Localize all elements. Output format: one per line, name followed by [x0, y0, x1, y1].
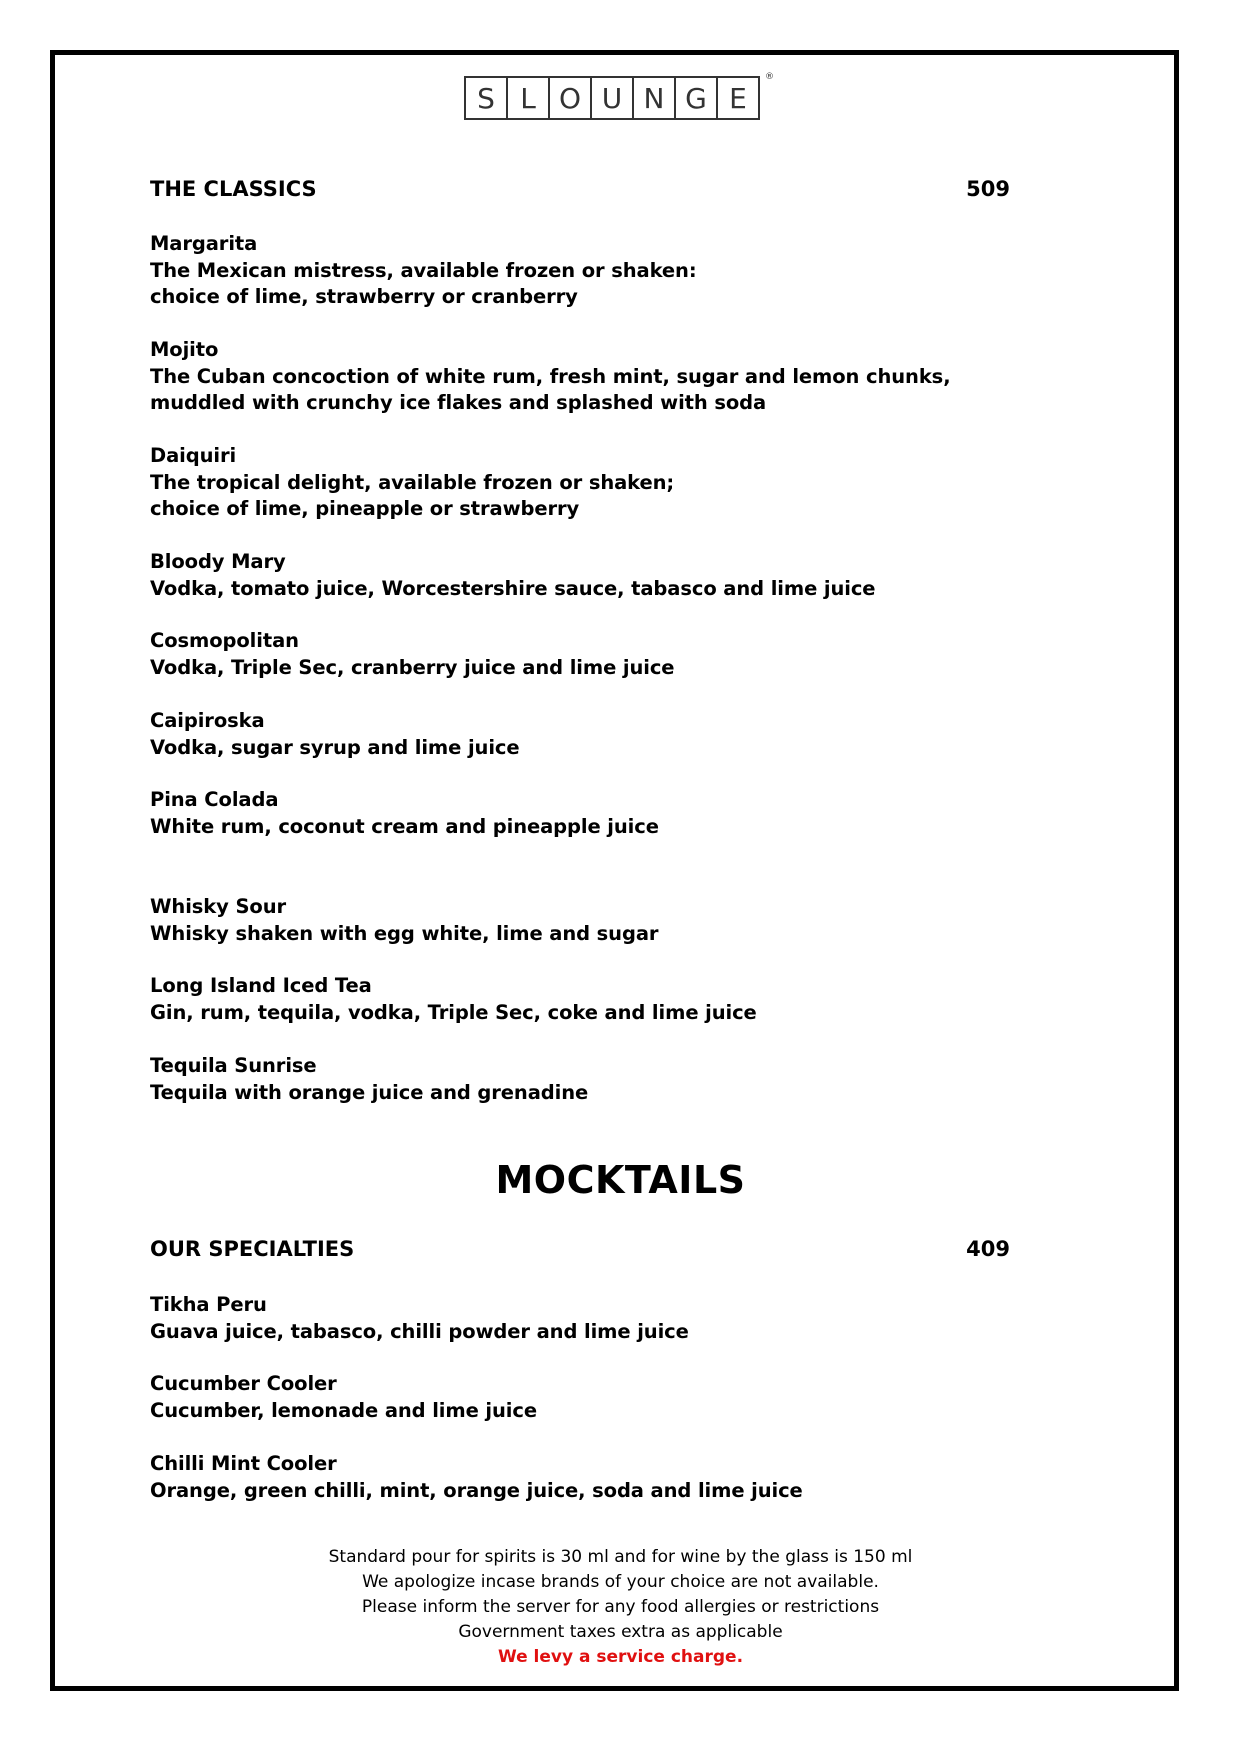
item-description: Vodka, tomato juice, Worcestershire sauce, tabasco and lime juice — [150, 576, 876, 600]
menu-item-bloody-mary — [150, 549, 875, 602]
menu-item-chilli-mint-cooler — [150, 1451, 803, 1504]
mocktails-price: 409 — [966, 1237, 1010, 1261]
menu-item-margarita — [150, 231, 697, 311]
footer-line: Please inform the server for any food allergies or restrictions — [361, 1597, 880, 1617]
item-description: The tropical delight, available frozen or shaken; — [150, 470, 675, 494]
logo-letter: E — [716, 76, 760, 120]
mocktails-heading-row — [150, 1237, 1010, 1261]
item-name: Cosmopolitan — [150, 629, 299, 652]
menu-item-daiquiri — [150, 443, 674, 523]
menu-item-cosmopolitan — [150, 628, 674, 681]
item-description: The Cuban concoction of white rum, fresh mint, sugar and lemon chunks, — [150, 364, 951, 388]
item-name: Tequila Sunrise — [150, 1054, 317, 1077]
trademark-symbol: ® — [765, 72, 774, 82]
classics-price: 509 — [966, 177, 1010, 201]
footer-line: Government taxes extra as applicable — [458, 1622, 783, 1642]
classics-heading-row — [150, 177, 1010, 201]
logo-letter: U — [590, 76, 634, 120]
menu-item-whisky-sour — [150, 894, 658, 947]
item-name: Margarita — [150, 232, 258, 255]
item-name: Caipiroska — [150, 709, 265, 732]
item-description: White rum, coconut cream and pineapple juice — [150, 814, 659, 838]
menu-item-long-island-iced-tea — [150, 973, 757, 1026]
menu-item-pina-colada — [150, 787, 659, 840]
item-description: The Mexican mistress, available frozen or shaken: — [150, 258, 697, 282]
item-description: choice of lime, strawberry or cranberry — [150, 285, 578, 308]
item-description: Cucumber, lemonade and lime juice — [150, 1398, 537, 1422]
menu-item-mojito — [150, 337, 951, 417]
brand-logo — [466, 72, 774, 120]
menu-item-tequila-sunrise — [150, 1053, 588, 1106]
item-name: Daiquiri — [150, 444, 237, 467]
item-name: Cucumber Cooler — [150, 1372, 337, 1395]
item-name: Tikha Peru — [150, 1293, 267, 1316]
logo-letter: G — [674, 76, 718, 120]
item-description: Gin, rum, tequila, vodka, Triple Sec, coke and lime juice — [150, 1000, 757, 1024]
item-name: Chilli Mint Cooler — [150, 1452, 337, 1475]
logo-letter: O — [548, 76, 592, 120]
item-description: Vodka, sugar syrup and lime juice — [150, 735, 520, 759]
item-name: Bloody Mary — [150, 550, 286, 573]
footer-notes — [0, 1545, 1241, 1670]
item-name: Mojito — [150, 338, 219, 361]
item-description: Tequila with orange juice and grenadine — [150, 1080, 589, 1104]
footer-line: We apologize incase brands of your choice are not available. — [362, 1572, 879, 1592]
logo-letter: L — [506, 76, 550, 120]
classics-heading: THE CLASSICS — [150, 177, 317, 201]
item-description: Vodka, Triple Sec, cranberry juice and lime juice — [150, 655, 675, 679]
menu-item-cucumber-cooler — [150, 1371, 537, 1424]
item-description: Guava juice, tabasco, chilli powder and lime juice — [150, 1319, 689, 1343]
mocktails-title: MOCKTAILS — [495, 1158, 746, 1202]
logo-letter: N — [632, 76, 676, 120]
menu-item-caipiroska — [150, 708, 520, 761]
item-name: Long Island Iced Tea — [150, 974, 372, 997]
item-description: Whisky shaken with egg white, lime and sugar — [150, 921, 659, 945]
service-charge-notice: We levy a service charge. — [497, 1647, 744, 1667]
item-description: muddled with crunchy ice flakes and splashed with soda — [150, 391, 767, 414]
item-description: Orange, green chilli, mint, orange juice, soda and lime juice — [150, 1478, 803, 1502]
item-name: Whisky Sour — [150, 895, 286, 918]
menu-item-tikha-peru — [150, 1292, 689, 1345]
item-description: choice of lime, pineapple or strawberry — [150, 497, 580, 520]
footer-line: Standard pour for spirits is 30 ml and for wine by the glass is 150 ml — [328, 1547, 913, 1567]
logo-letter: S — [464, 76, 508, 120]
item-name: Pina Colada — [150, 788, 279, 811]
mocktails-heading: OUR SPECIALTIES — [150, 1237, 355, 1261]
